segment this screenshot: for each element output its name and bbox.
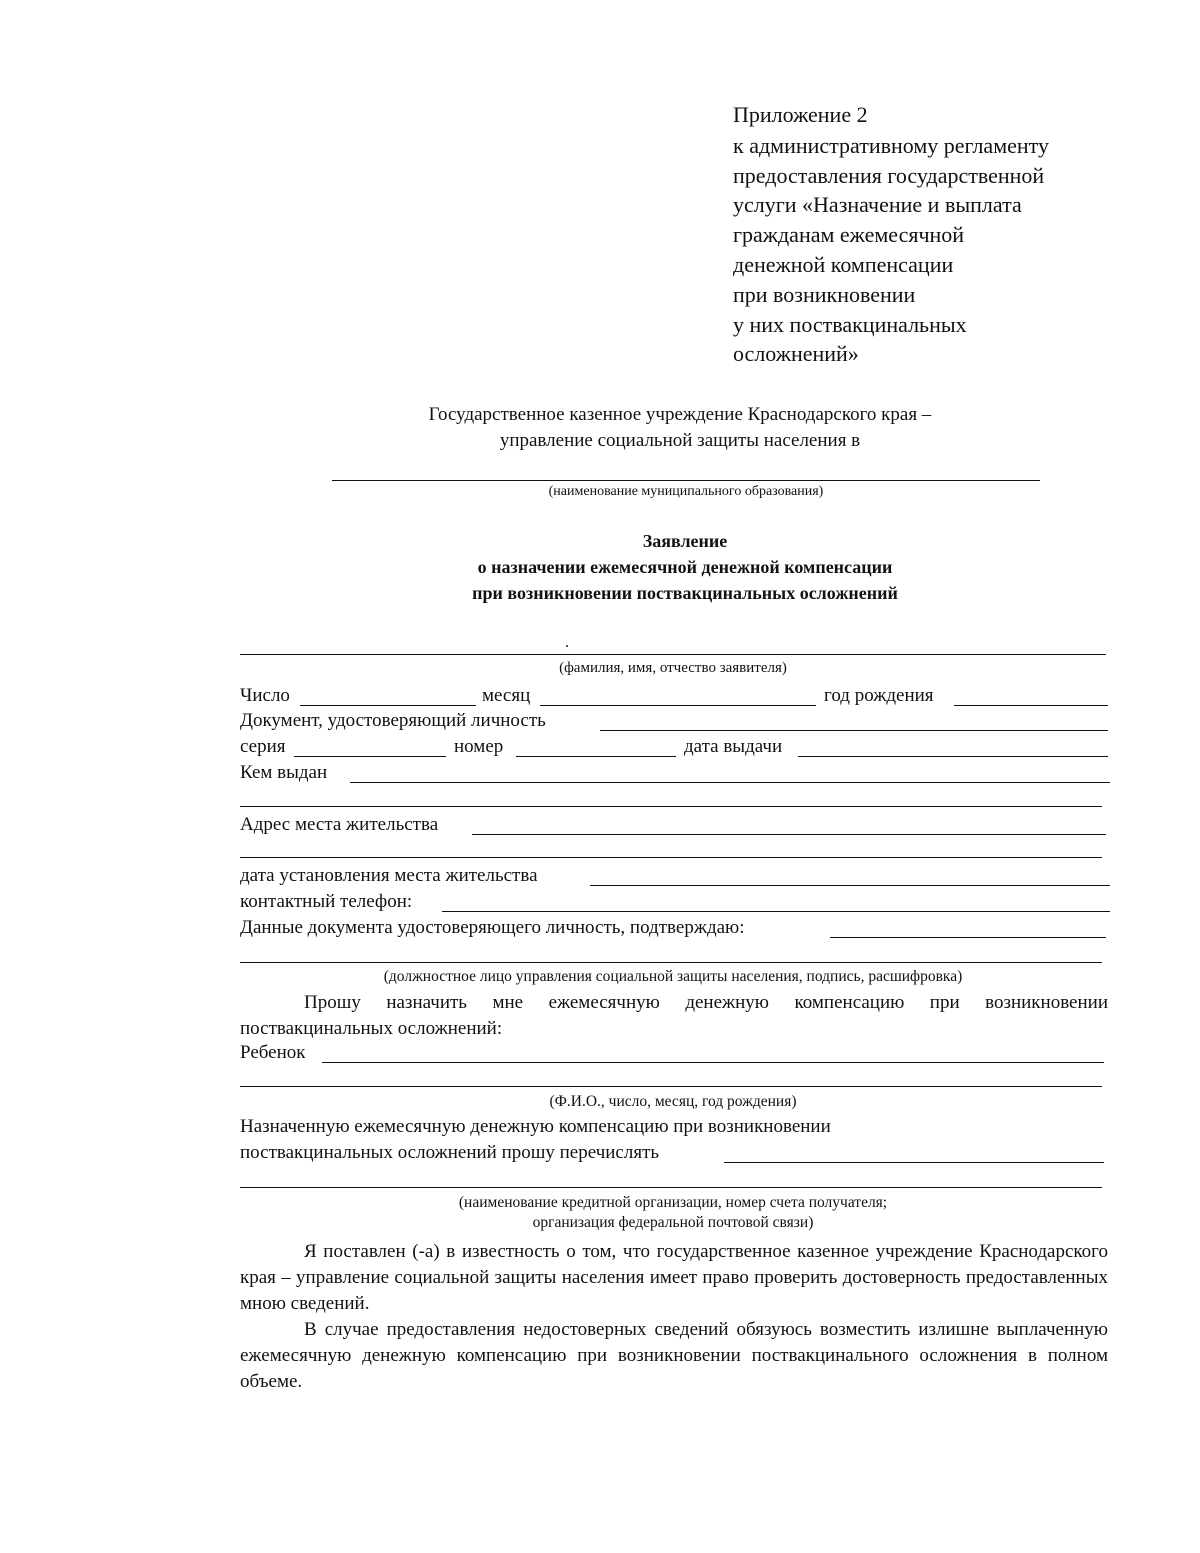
issue-date-label: дата выдачи (684, 736, 783, 757)
issue-date-field[interactable] (798, 756, 1108, 757)
document-subtitle-2: при возникновении поствакцинальных осложнений (472, 583, 898, 603)
series-label: серия (240, 736, 286, 757)
transfer-row-1 (240, 1114, 1110, 1140)
birth-year-field[interactable] (954, 705, 1108, 706)
applicant-name-field[interactable] (240, 654, 1106, 655)
appendix-block (733, 100, 1173, 369)
transfer-line-2: поствакцинальных осложнений прошу перечислять (240, 1142, 660, 1163)
phone-label: контактный телефон: (240, 891, 413, 912)
series-field[interactable] (294, 756, 446, 757)
appendix-line: услуги «Назначение и выплата (733, 192, 1022, 218)
bank-details-field[interactable] (240, 1187, 1102, 1188)
municipality-caption: (наименование муниципального образования) (548, 484, 824, 499)
transfer-field[interactable] (724, 1162, 1104, 1163)
issued-by-row (240, 760, 1110, 786)
id-document-row (240, 708, 1110, 734)
official-caption: (должностное лицо управления социальной защиты населения, подпись, расшифровка) (383, 968, 963, 985)
birth-date-row (240, 683, 1110, 709)
appendix-line: осложнений» (733, 341, 859, 367)
month-field[interactable] (540, 705, 816, 706)
official-signature-field[interactable] (240, 962, 1102, 963)
appendix-title: Приложение 2 (733, 102, 868, 127)
scan-speck (566, 645, 568, 647)
notice-paragraph: Я поставлен (-а) в известность о том, что государственное казенное учреждение Краснодарского края – управление социальной защиты населения имеет право проверить достоверность предоставленных мною сведений. (240, 1241, 1108, 1314)
issued-by-label: Кем выдан (240, 762, 328, 783)
liability-paragraph: В случае предоставления недостоверных сведений обязуюсь возместить излишне выплаченную ежемесячную денежную компенсацию при возникновении поствакцинального осложнения в полном объеме. (240, 1319, 1108, 1392)
child-continuation-field[interactable] (240, 1086, 1102, 1087)
applicant-name-caption: (фамилия, имя, отчество заявителя) (559, 660, 787, 676)
issued-by-field[interactable] (350, 782, 1110, 783)
address-continuation-field[interactable] (240, 857, 1102, 858)
bank-caption-2: организация федеральной почтовой связи) (532, 1214, 814, 1231)
confirm-row (240, 915, 1110, 941)
number-field[interactable] (516, 756, 676, 757)
residence-date-row (240, 863, 1110, 889)
series-row (240, 734, 1110, 760)
request-paragraph: Прошу назначить мне ежемесячную денежную компенсацию при возникновении поствакцинальных осложнений: (240, 992, 1108, 1039)
address-row (240, 812, 1110, 838)
appendix-line: предоставления государственной (733, 162, 1045, 188)
child-field[interactable] (322, 1062, 1104, 1063)
municipality-field[interactable] (332, 480, 1040, 481)
id-document-label: Документ, удостоверяющий личность (240, 710, 546, 731)
appendix-line: при возникновении (733, 281, 916, 307)
number-label: номер (454, 736, 504, 757)
child-row (240, 1040, 1110, 1066)
transfer-row-2 (240, 1140, 1110, 1166)
appendix-line: гражданам ежемесячной (733, 222, 965, 248)
residence-date-field[interactable] (590, 885, 1110, 886)
bank-caption-1: (наименование кредитной организации, номер счета получателя; (458, 1194, 888, 1211)
appendix-line: у них поствакцинальных (733, 311, 967, 337)
document-subtitle-1: о назначении ежемесячной денежной компенсации (477, 557, 893, 577)
phone-field[interactable] (442, 911, 1110, 912)
address-field[interactable] (472, 834, 1106, 835)
appendix-line: денежной компенсации (733, 251, 954, 277)
document-title: Заявление (642, 531, 728, 551)
month-label: месяц (482, 685, 531, 706)
confirm-field[interactable] (830, 937, 1106, 938)
phone-row (240, 889, 1110, 915)
day-label: Число (240, 685, 290, 706)
day-field[interactable] (300, 705, 476, 706)
child-caption: (Ф.И.О., число, месяц, год рождения) (549, 1093, 797, 1110)
child-label: Ребенок (240, 1042, 306, 1063)
confirm-label: Данные документа удостоверяющего личность, подтверждаю: (240, 917, 745, 938)
issued-by-continuation-field[interactable] (240, 806, 1102, 807)
appendix-line: к административному регламенту (733, 132, 1049, 158)
institution-line-1: Государственное казенное учреждение Краснодарского края – (428, 404, 932, 425)
address-label: Адрес места жительства (240, 814, 439, 835)
transfer-line-1: Назначенную ежемесячную денежную компенсацию при возникновении (240, 1116, 831, 1137)
residence-date-label: дата установления места жительства (240, 865, 538, 886)
birth-year-label: год рождения (824, 685, 934, 706)
institution-line-2: управление социальной защиты населения в (499, 430, 861, 451)
id-document-field[interactable] (600, 730, 1108, 731)
